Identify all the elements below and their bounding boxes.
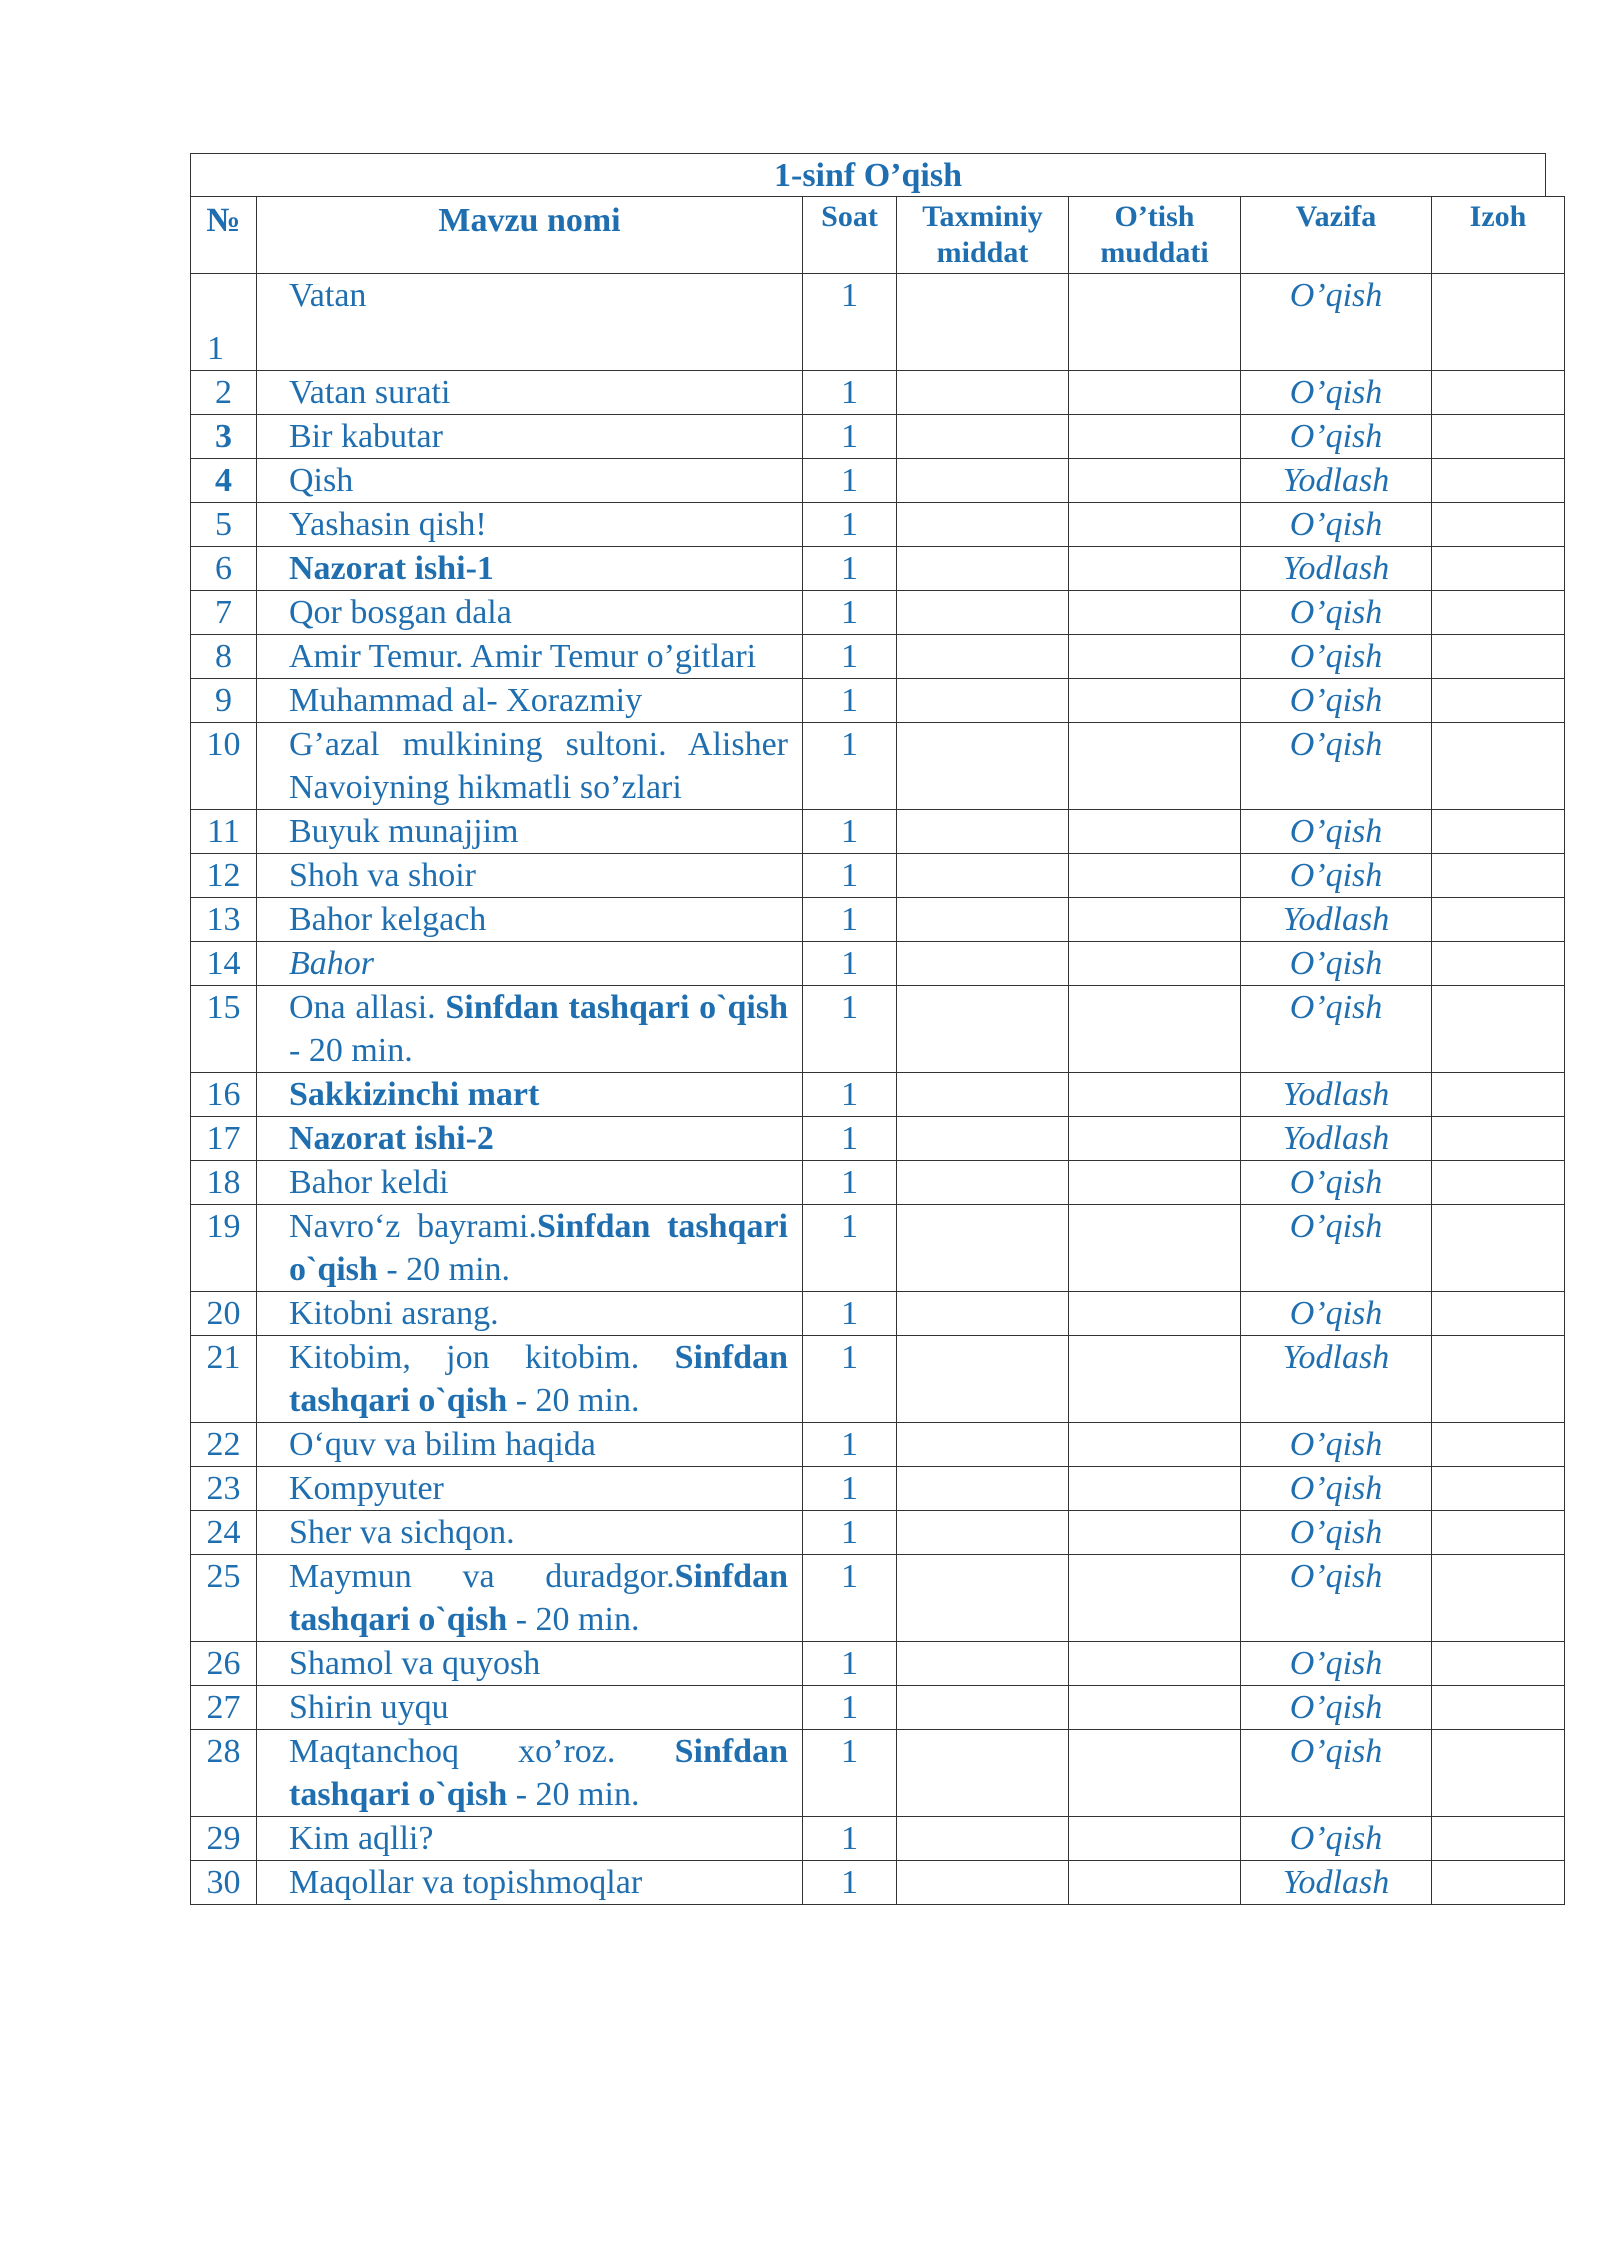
topic-text: Shoh va shoir <box>289 857 476 894</box>
row-topic <box>257 1861 803 1905</box>
row-estimated-date <box>897 274 1069 371</box>
row-actual-date <box>1069 635 1241 679</box>
table-row <box>191 371 1565 415</box>
topic-text: O‘quv va bilim haqida <box>289 1426 596 1463</box>
table-row <box>191 1205 1565 1292</box>
col-header-task: Vazifa <box>1241 197 1432 274</box>
topic-text: Yashasin qish! <box>289 506 487 543</box>
row-estimated-date <box>897 635 1069 679</box>
row-number: 16 <box>191 1073 257 1117</box>
row-actual-date <box>1069 986 1241 1073</box>
row-hours: 1 <box>803 1555 897 1642</box>
row-estimated-date <box>897 591 1069 635</box>
table-row <box>191 1686 1565 1730</box>
row-number: 22 <box>191 1423 257 1467</box>
row-estimated-date <box>897 1117 1069 1161</box>
table-row <box>191 1292 1565 1336</box>
row-number: 3 <box>191 415 257 459</box>
row-hours: 1 <box>803 1686 897 1730</box>
row-actual-date <box>1069 547 1241 591</box>
topic-suffix-text: - 20 min. <box>377 1251 511 1288</box>
row-estimated-date <box>897 1292 1069 1336</box>
row-topic <box>257 898 803 942</box>
table-row <box>191 942 1565 986</box>
row-number: 2 <box>191 371 257 415</box>
topic-text: Buyuk munajjim <box>289 813 519 850</box>
table-row <box>191 1423 1565 1467</box>
row-task: Yodlash <box>1241 898 1432 942</box>
row-topic <box>257 1467 803 1511</box>
row-hours: 1 <box>803 986 897 1073</box>
row-actual-date <box>1069 591 1241 635</box>
row-note <box>1432 371 1565 415</box>
row-number: 28 <box>191 1730 257 1817</box>
row-hours: 1 <box>803 1336 897 1423</box>
row-estimated-date <box>897 1073 1069 1117</box>
topic-bold-text: Sinfdan tashqari o`qish <box>445 989 788 1026</box>
table-row <box>191 1555 1565 1642</box>
topic-bold-text: Sinfdan tashqari o`qish <box>289 1339 788 1419</box>
row-number: 19 <box>191 1205 257 1292</box>
row-number: 17 <box>191 1117 257 1161</box>
col-header-estimated-date <box>897 197 1069 274</box>
row-actual-date <box>1069 1642 1241 1686</box>
row-task: O’qish <box>1241 503 1432 547</box>
topic-text: Shamol va quyosh <box>289 1645 541 1682</box>
row-topic <box>257 635 803 679</box>
row-note <box>1432 1292 1565 1336</box>
row-hours: 1 <box>803 1205 897 1292</box>
row-hours: 1 <box>803 1730 897 1817</box>
row-task: O’qish <box>1241 274 1432 371</box>
row-number: 15 <box>191 986 257 1073</box>
row-hours: 1 <box>803 1861 897 1905</box>
row-hours: 1 <box>803 898 897 942</box>
row-number: 1 <box>191 274 257 371</box>
row-hours: 1 <box>803 503 897 547</box>
row-note <box>1432 1817 1565 1861</box>
row-number: 6 <box>191 547 257 591</box>
row-topic <box>257 854 803 898</box>
row-number: 8 <box>191 635 257 679</box>
row-task: O’qish <box>1241 1205 1432 1292</box>
row-note <box>1432 1730 1565 1817</box>
topic-suffix-text: - 20 min. <box>507 1382 640 1419</box>
row-task: O’qish <box>1241 986 1432 1073</box>
lesson-plan-sheet <box>190 153 1564 1905</box>
row-number: 24 <box>191 1511 257 1555</box>
row-actual-date <box>1069 1205 1241 1292</box>
row-topic <box>257 723 803 810</box>
row-estimated-date <box>897 459 1069 503</box>
table-row <box>191 679 1565 723</box>
topic-text: Bir kabutar <box>289 418 443 455</box>
row-topic <box>257 1336 803 1423</box>
table-row <box>191 274 1565 371</box>
row-estimated-date <box>897 1555 1069 1642</box>
row-note <box>1432 635 1565 679</box>
row-note <box>1432 1205 1565 1292</box>
row-hours: 1 <box>803 1423 897 1467</box>
row-actual-date <box>1069 1292 1241 1336</box>
topic-text: G’azal mulkining sultoni. Alisher Navoiyning hikmatli so’zlari <box>289 726 788 806</box>
col-header-actual-line1: O’tish <box>1114 200 1195 233</box>
topic-bold-text: Sinfdan tashqari o`qish <box>289 1208 788 1288</box>
col-header-actual-line2: muddati <box>1100 236 1209 269</box>
table-row <box>191 1073 1565 1117</box>
row-estimated-date <box>897 1423 1069 1467</box>
row-task: O’qish <box>1241 723 1432 810</box>
row-estimated-date <box>897 1467 1069 1511</box>
row-note <box>1432 415 1565 459</box>
row-task: O’qish <box>1241 810 1432 854</box>
row-task: Yodlash <box>1241 459 1432 503</box>
row-hours: 1 <box>803 1073 897 1117</box>
row-actual-date <box>1069 274 1241 371</box>
row-actual-date <box>1069 854 1241 898</box>
row-actual-date <box>1069 1511 1241 1555</box>
row-task: Yodlash <box>1241 547 1432 591</box>
row-estimated-date <box>897 679 1069 723</box>
table-row <box>191 986 1565 1073</box>
row-topic <box>257 1117 803 1161</box>
row-estimated-date <box>897 1642 1069 1686</box>
row-topic <box>257 591 803 635</box>
row-note <box>1432 1423 1565 1467</box>
row-number: 9 <box>191 679 257 723</box>
row-topic <box>257 547 803 591</box>
row-topic <box>257 503 803 547</box>
row-estimated-date <box>897 1686 1069 1730</box>
topic-text: Vatan surati <box>289 374 451 411</box>
row-task: O’qish <box>1241 679 1432 723</box>
row-estimated-date <box>897 986 1069 1073</box>
row-task: O’qish <box>1241 1467 1432 1511</box>
row-task: O’qish <box>1241 635 1432 679</box>
topic-bold-text: Sinfdan tashqari o`qish <box>289 1558 788 1638</box>
row-actual-date <box>1069 1555 1241 1642</box>
topic-text: Bahor <box>289 945 374 982</box>
table-row <box>191 591 1565 635</box>
row-task: O’qish <box>1241 415 1432 459</box>
topic-text: Kitobim, jon kitobim. <box>289 1339 675 1376</box>
row-estimated-date <box>897 371 1069 415</box>
row-actual-date <box>1069 1686 1241 1730</box>
row-number: 25 <box>191 1555 257 1642</box>
row-number: 29 <box>191 1817 257 1861</box>
row-number: 14 <box>191 942 257 986</box>
row-actual-date <box>1069 1073 1241 1117</box>
table-row <box>191 1730 1565 1817</box>
table-row <box>191 898 1565 942</box>
row-topic <box>257 274 803 371</box>
row-task: O’qish <box>1241 591 1432 635</box>
row-actual-date <box>1069 503 1241 547</box>
row-actual-date <box>1069 415 1241 459</box>
table-row <box>191 810 1565 854</box>
row-actual-date <box>1069 810 1241 854</box>
row-note <box>1432 1161 1565 1205</box>
row-number: 5 <box>191 503 257 547</box>
row-number: 18 <box>191 1161 257 1205</box>
lesson-table <box>190 196 1565 1905</box>
row-task: O’qish <box>1241 1161 1432 1205</box>
row-note <box>1432 1861 1565 1905</box>
row-topic <box>257 1205 803 1292</box>
row-estimated-date <box>897 898 1069 942</box>
row-topic <box>257 679 803 723</box>
table-row <box>191 459 1565 503</box>
row-actual-date <box>1069 1423 1241 1467</box>
row-estimated-date <box>897 1817 1069 1861</box>
row-actual-date <box>1069 371 1241 415</box>
table-row <box>191 1336 1565 1423</box>
row-estimated-date <box>897 1730 1069 1817</box>
row-estimated-date <box>897 1205 1069 1292</box>
row-topic <box>257 1555 803 1642</box>
row-hours: 1 <box>803 415 897 459</box>
row-number: 30 <box>191 1861 257 1905</box>
topic-text: Kitobni asrang. <box>289 1295 499 1332</box>
row-topic <box>257 1423 803 1467</box>
col-header-actual-date <box>1069 197 1241 274</box>
topic-text: Bahor keldi <box>289 1164 449 1201</box>
row-note <box>1432 503 1565 547</box>
row-task: Yodlash <box>1241 1117 1432 1161</box>
row-note <box>1432 723 1565 810</box>
row-hours: 1 <box>803 274 897 371</box>
topic-text: Navro‘z bayrami. <box>289 1208 537 1245</box>
row-topic <box>257 1511 803 1555</box>
row-task: O’qish <box>1241 1642 1432 1686</box>
table-row <box>191 503 1565 547</box>
row-task: O’qish <box>1241 1686 1432 1730</box>
row-actual-date <box>1069 1467 1241 1511</box>
row-topic <box>257 986 803 1073</box>
topic-text: Muhammad al- Xorazmiy <box>289 682 643 719</box>
row-task: O’qish <box>1241 942 1432 986</box>
row-topic <box>257 810 803 854</box>
row-number: 12 <box>191 854 257 898</box>
row-estimated-date <box>897 854 1069 898</box>
row-task: O’qish <box>1241 1730 1432 1817</box>
row-note <box>1432 459 1565 503</box>
row-actual-date <box>1069 1161 1241 1205</box>
row-topic <box>257 1730 803 1817</box>
row-hours: 1 <box>803 854 897 898</box>
row-topic <box>257 1292 803 1336</box>
row-hours: 1 <box>803 1642 897 1686</box>
row-note <box>1432 1642 1565 1686</box>
row-hours: 1 <box>803 591 897 635</box>
col-header-note: Izoh <box>1432 197 1565 274</box>
header-row <box>191 197 1565 274</box>
row-number: 13 <box>191 898 257 942</box>
row-note <box>1432 1117 1565 1161</box>
row-actual-date <box>1069 1861 1241 1905</box>
row-hours: 1 <box>803 1511 897 1555</box>
row-note <box>1432 1555 1565 1642</box>
col-header-estimated-line1: Taxminiy <box>922 200 1043 233</box>
topic-text: Maqtanchoq xo’roz. <box>289 1733 675 1770</box>
row-topic <box>257 1161 803 1205</box>
topic-text: Shirin uyqu <box>289 1689 449 1726</box>
col-header-topic: Mavzu nomi <box>257 197 803 274</box>
row-hours: 1 <box>803 371 897 415</box>
document-title: 1-sinf O’qish <box>190 153 1546 196</box>
col-header-estimated-line2: middat <box>936 236 1029 269</box>
row-number: 21 <box>191 1336 257 1423</box>
row-actual-date <box>1069 942 1241 986</box>
row-topic <box>257 371 803 415</box>
row-actual-date <box>1069 723 1241 810</box>
table-body <box>191 274 1565 1905</box>
row-task: O’qish <box>1241 1555 1432 1642</box>
topic-text: Qish <box>289 462 354 499</box>
col-header-number: № <box>191 197 257 274</box>
row-task: O’qish <box>1241 1817 1432 1861</box>
row-note <box>1432 854 1565 898</box>
table-row <box>191 415 1565 459</box>
table-row <box>191 1642 1565 1686</box>
row-topic <box>257 1642 803 1686</box>
table-row <box>191 1161 1565 1205</box>
table-row <box>191 1467 1565 1511</box>
topic-bold-text: Nazorat ishi-2 <box>289 1120 494 1157</box>
table-row <box>191 854 1565 898</box>
row-note <box>1432 1073 1565 1117</box>
row-number: 4 <box>191 459 257 503</box>
row-task: O’qish <box>1241 371 1432 415</box>
row-note <box>1432 898 1565 942</box>
table-row <box>191 547 1565 591</box>
table-row <box>191 1117 1565 1161</box>
row-actual-date <box>1069 1117 1241 1161</box>
row-estimated-date <box>897 1861 1069 1905</box>
row-hours: 1 <box>803 1161 897 1205</box>
row-number: 27 <box>191 1686 257 1730</box>
row-note <box>1432 1686 1565 1730</box>
topic-text: Maymun va duradgor. <box>289 1558 675 1595</box>
row-topic <box>257 415 803 459</box>
row-hours: 1 <box>803 459 897 503</box>
row-hours: 1 <box>803 635 897 679</box>
row-estimated-date <box>897 1511 1069 1555</box>
topic-text: Maqollar va topishmoqlar <box>289 1864 643 1901</box>
row-note <box>1432 986 1565 1073</box>
topic-bold-text: Sakkizinchi mart <box>289 1076 540 1113</box>
row-note <box>1432 547 1565 591</box>
row-hours: 1 <box>803 1817 897 1861</box>
row-actual-date <box>1069 1817 1241 1861</box>
col-header-hours: Soat <box>803 197 897 274</box>
row-hours: 1 <box>803 679 897 723</box>
row-topic <box>257 1817 803 1861</box>
topic-suffix-text: - 20 min. <box>507 1776 640 1813</box>
row-actual-date <box>1069 1336 1241 1423</box>
row-topic <box>257 459 803 503</box>
row-topic <box>257 1073 803 1117</box>
row-number: 26 <box>191 1642 257 1686</box>
row-actual-date <box>1069 459 1241 503</box>
row-task: O’qish <box>1241 1423 1432 1467</box>
row-note <box>1432 810 1565 854</box>
row-note <box>1432 1511 1565 1555</box>
row-note <box>1432 679 1565 723</box>
topic-text: Amir Temur. Amir Temur o’gitlari <box>289 638 757 675</box>
row-number: 7 <box>191 591 257 635</box>
topic-text: Kim aqlli? <box>289 1820 434 1857</box>
row-hours: 1 <box>803 942 897 986</box>
row-number: 20 <box>191 1292 257 1336</box>
row-task: Yodlash <box>1241 1336 1432 1423</box>
row-hours: 1 <box>803 810 897 854</box>
row-estimated-date <box>897 1336 1069 1423</box>
row-hours: 1 <box>803 547 897 591</box>
topic-text: Qor bosgan dala <box>289 594 512 631</box>
row-estimated-date <box>897 810 1069 854</box>
row-note <box>1432 591 1565 635</box>
row-task: O’qish <box>1241 1292 1432 1336</box>
row-note <box>1432 942 1565 986</box>
row-note <box>1432 1467 1565 1511</box>
row-topic <box>257 942 803 986</box>
topic-bold-text: Sinfdan tashqari o`qish <box>289 1733 788 1813</box>
row-estimated-date <box>897 1161 1069 1205</box>
table-row <box>191 1861 1565 1905</box>
row-estimated-date <box>897 942 1069 986</box>
topic-text: Sher va sichqon. <box>289 1514 515 1551</box>
row-hours: 1 <box>803 723 897 810</box>
row-number: 23 <box>191 1467 257 1511</box>
row-actual-date <box>1069 679 1241 723</box>
row-task: O’qish <box>1241 1511 1432 1555</box>
row-topic <box>257 1686 803 1730</box>
row-estimated-date <box>897 503 1069 547</box>
row-note <box>1432 1336 1565 1423</box>
row-task: Yodlash <box>1241 1861 1432 1905</box>
topic-text: Vatan <box>289 277 367 314</box>
row-task: O’qish <box>1241 854 1432 898</box>
row-number: 10 <box>191 723 257 810</box>
row-hours: 1 <box>803 1292 897 1336</box>
topic-text: Kompyuter <box>289 1470 444 1507</box>
topic-suffix-text: - 20 min. <box>289 1032 413 1069</box>
row-hours: 1 <box>803 1117 897 1161</box>
table-row <box>191 1817 1565 1861</box>
row-task: Yodlash <box>1241 1073 1432 1117</box>
row-actual-date <box>1069 1730 1241 1817</box>
table-row <box>191 1511 1565 1555</box>
row-note <box>1432 274 1565 371</box>
topic-text: Bahor kelgach <box>289 901 487 938</box>
table-row <box>191 723 1565 810</box>
topic-suffix-text: - 20 min. <box>507 1601 640 1638</box>
table-row <box>191 635 1565 679</box>
row-actual-date <box>1069 898 1241 942</box>
row-number: 11 <box>191 810 257 854</box>
row-estimated-date <box>897 415 1069 459</box>
topic-bold-text: Nazorat ishi-1 <box>289 550 494 587</box>
row-estimated-date <box>897 723 1069 810</box>
topic-text: Ona allasi. <box>289 989 446 1026</box>
row-estimated-date <box>897 547 1069 591</box>
row-hours: 1 <box>803 1467 897 1511</box>
